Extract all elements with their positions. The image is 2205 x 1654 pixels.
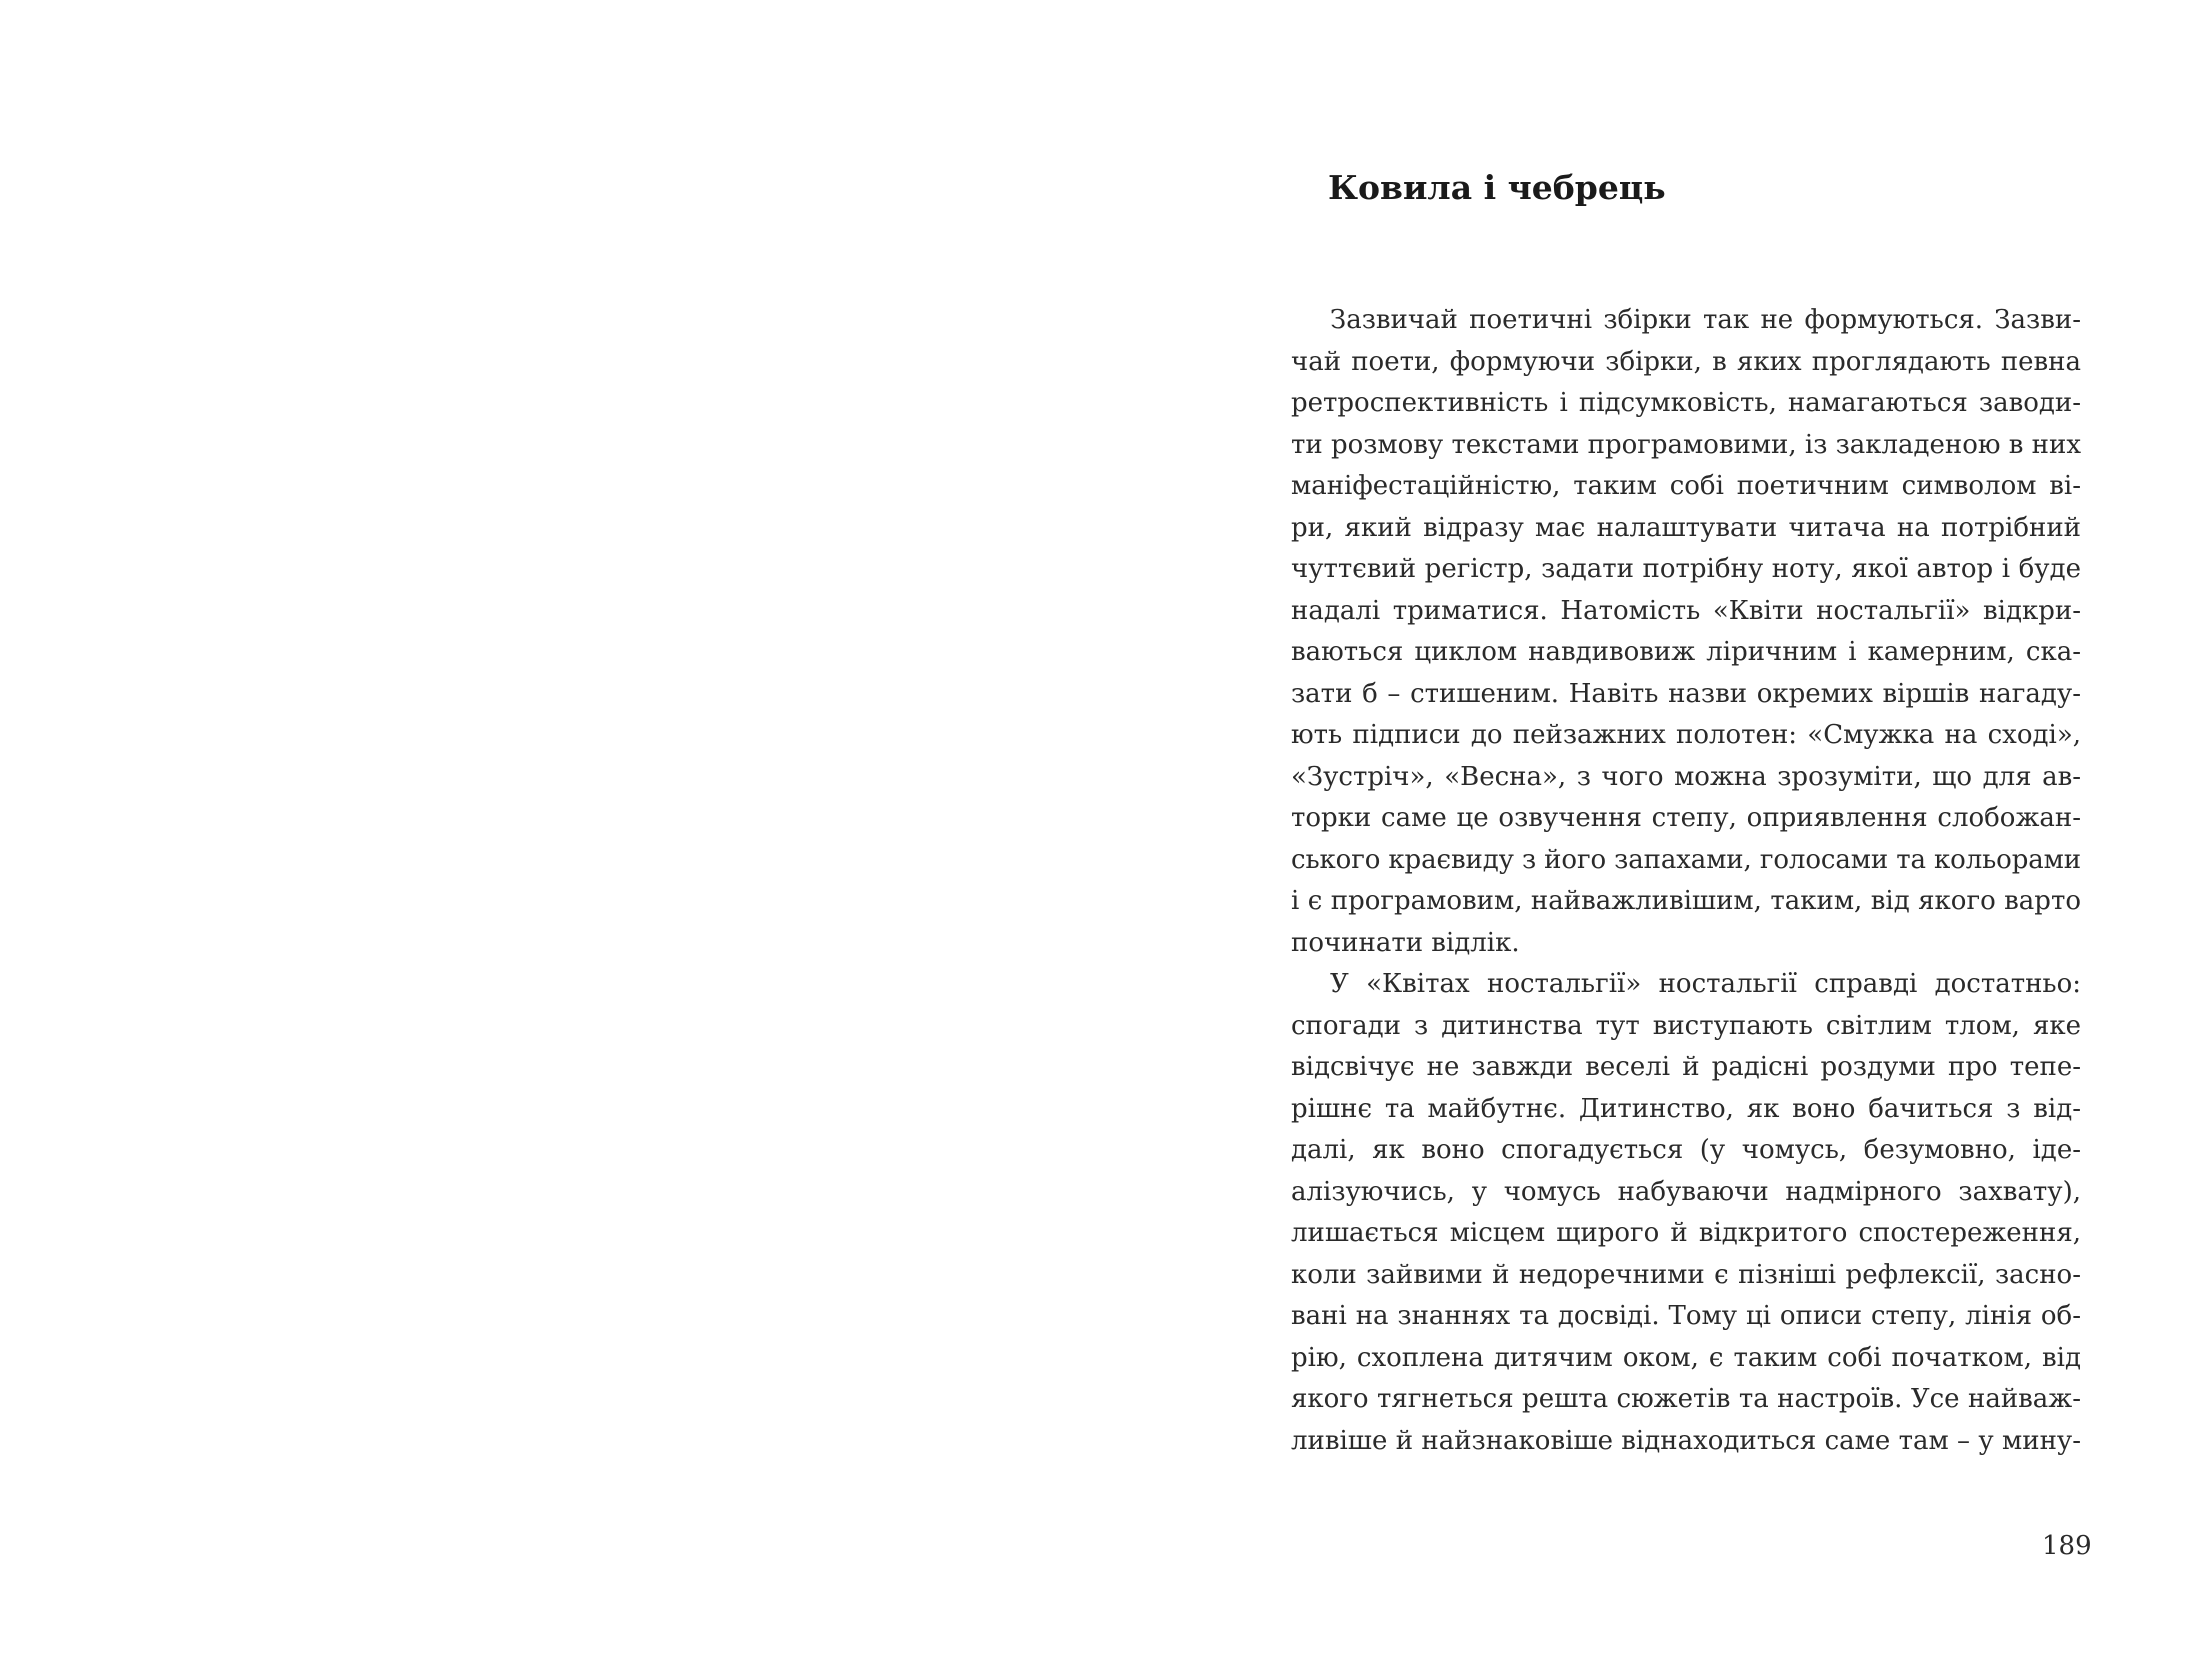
text-line: надалі триматися. Натомість «Квіти ностальгії» відкри- — [1291, 595, 2081, 626]
paragraph — [1291, 964, 2081, 1462]
text-line: ретроспективність і підсумковість, намагаються заводи- — [1291, 388, 2081, 418]
chapter-title: Ковила і чебрець — [1328, 168, 1666, 207]
text-line: маніфестаційністю, таким собі поетичним символом ві- — [1291, 471, 2081, 501]
text-line: зати б – стишеним. Навіть назви окремих віршів нагаду- — [1291, 678, 2081, 709]
text-line: якого тягнеться решта сюжетів та настроїв. Усе найваж- — [1291, 1384, 2081, 1414]
text-line: Зазвичай поетичні збірки так не формуються. Зазви- — [1330, 305, 2081, 335]
text-line: ваються циклом навдивовиж ліричним і камерним, ска- — [1291, 637, 2081, 667]
paragraph — [1291, 300, 2081, 964]
text-line: лишається місцем щирого й відкритого спостереження, — [1291, 1218, 2081, 1248]
text-line: ського краєвиду з його запахами, голосами та кольорами — [1291, 844, 2082, 875]
body-text — [1291, 300, 2081, 1462]
text-line: ти розмову текстами програмовими, із закладеною в них — [1291, 429, 2081, 460]
text-line: У «Квітах ностальгії» ностальгії справді достатньо: — [1330, 969, 2081, 999]
text-line: рію, схоплена дитячим оком, є таким собі початком, від — [1291, 1342, 2081, 1373]
text-line: ри, який відразу має налаштувати читача на потрібний — [1291, 512, 2081, 543]
page-number: 189 — [2042, 1531, 2092, 1561]
right-page — [1102, 0, 2205, 1654]
text-line: рішнє та майбутнє. Дитинство, як воно бачиться з від- — [1291, 1093, 2081, 1124]
text-line: вані на знаннях та досвіді. Тому ці описи степу, лінія об- — [1291, 1301, 2081, 1331]
text-line: спогади з дитинства тут виступають світлим тлом, яке — [1291, 1010, 2081, 1041]
text-line: торки саме це озвучення степу, оприявлення слобожан- — [1291, 803, 2081, 833]
text-line: ють підписи до пейзажних полотен: «Смужка на сході», — [1291, 720, 2081, 750]
text-line: «Зустріч», «Весна», з чого можна зрозуміти, що для ав- — [1291, 761, 2081, 792]
text-line: далі, як воно спогадується (у чомусь, безумовно, іде- — [1291, 1135, 2081, 1165]
text-line: чай поети, формуючи збірки, в яких проглядають певна — [1291, 346, 2081, 377]
text-line: відсвічує не завжди веселі й радісні роздуми про тепе- — [1291, 1052, 2081, 1082]
text-line: алізуючись, у чомусь набуваючи надмірного захвату), — [1291, 1176, 2081, 1207]
text-line: коли зайвими й недоречними є пізніші рефлексії, засно- — [1291, 1259, 2081, 1290]
left-page-blank — [0, 0, 1102, 1654]
text-line: чуттєвий регістр, задати потрібну ноту, якої автор і буде — [1291, 554, 2081, 584]
text-line: і є програмовим, найважливішим, таким, від якого варто — [1291, 886, 2081, 916]
text-line: ливіше й найзнаковіше віднаходиться саме там – у мину- — [1291, 1425, 2081, 1456]
text-line: починати відлік. — [1291, 927, 1520, 958]
